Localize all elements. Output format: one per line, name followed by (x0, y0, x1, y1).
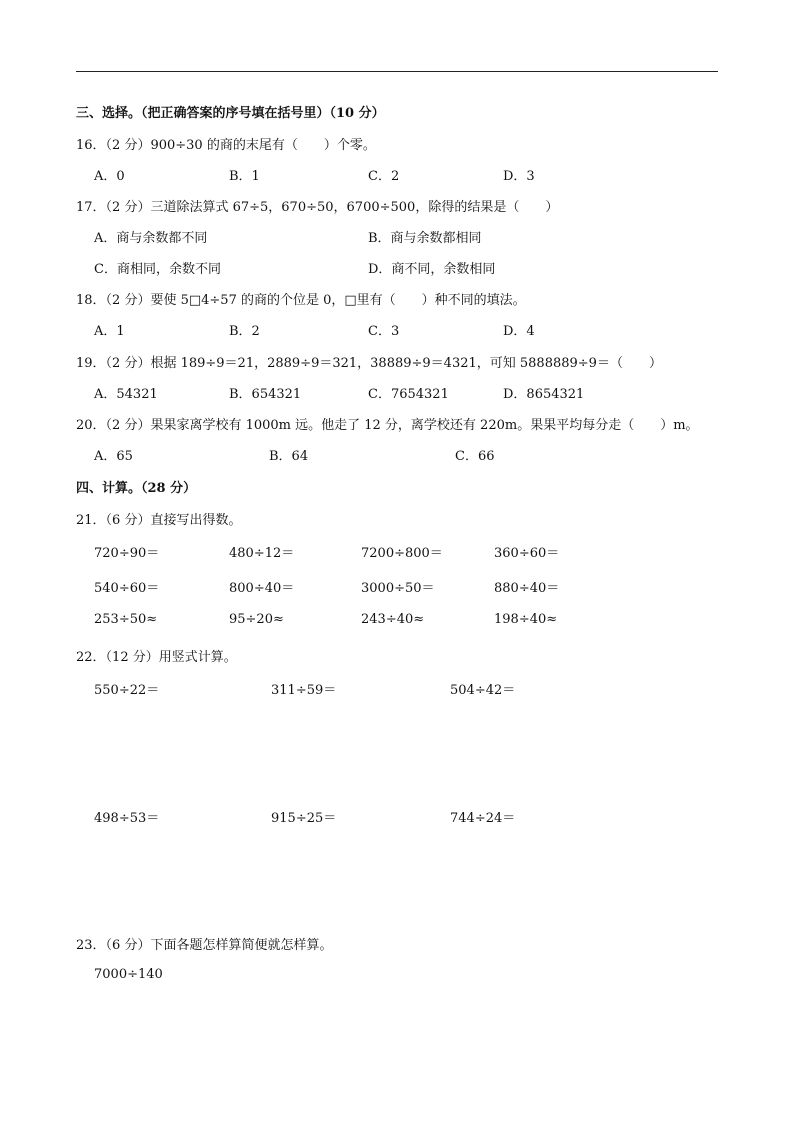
question-19-stem: 19．（2 分）根据 189÷9＝21，2889÷9＝321，38889÷9＝4321，可知 5888889÷9＝（ ） (76, 356, 662, 371)
section-3-title: 三、选择。（把正确答案的序号填在括号里）（10 分） (76, 106, 385, 121)
section-4-title: 四、计算。（28 分） (76, 481, 197, 496)
q21-expression: 253÷50≈ (94, 612, 158, 627)
q17-option-c: C．商相同，余数不同 (94, 262, 221, 277)
q20-option-c: C．66 (455, 449, 495, 464)
q22-expression: 504÷42＝ (450, 683, 516, 698)
q18-option-d: D．4 (503, 324, 535, 339)
question-18-stem: 18．（2 分）要使 5□4÷57 的商的个位是 0，□里有（ ）种不同的填法。 (76, 293, 526, 308)
q19-option-d: D．8654321 (503, 387, 585, 402)
q22-expression: 550÷22＝ (94, 683, 160, 698)
question-17-stem: 17．（2 分）三道除法算式 67÷5，670÷50，6700÷500，除得的结果是（ ） (76, 200, 559, 215)
q21-expression: 95÷20≈ (229, 612, 284, 627)
question-20-stem: 20．（2 分）果果家离学校有 1000m 远。他走了 12 分，离学校还有 220m。果果平均每分走（ ）m。 (76, 418, 699, 433)
q21-expression: 243÷40≈ (361, 612, 425, 627)
q21-expression: 360÷60＝ (494, 546, 560, 561)
q18-option-a: A．1 (94, 324, 125, 339)
q16-option-b: B．1 (229, 169, 260, 184)
q21-expression: 7200÷800＝ (361, 546, 443, 561)
q21-expression: 800÷40＝ (229, 581, 295, 596)
q21-expression: 720÷90＝ (94, 546, 160, 561)
q22-expression: 311÷59＝ (271, 683, 337, 698)
question-16-stem: 16．（2 分）900÷30 的商的末尾有（ ）个零。 (76, 138, 376, 153)
q22-expression: 744÷24＝ (450, 811, 516, 826)
question-21-stem: 21．（6 分）直接写出得数。 (76, 513, 242, 528)
q17-option-d: D．商不同，余数相同 (368, 262, 496, 277)
q21-expression: 540÷60＝ (94, 581, 160, 596)
q20-option-a: A．65 (94, 449, 133, 464)
question-22-stem: 22．（12 分）用竖式计算。 (76, 650, 237, 665)
q17-option-a: A．商与余数都不同 (94, 231, 208, 246)
question-23-stem: 23．（6 分）下面各题怎样算简便就怎样算。 (76, 938, 333, 953)
q21-expression: 880÷40＝ (494, 581, 560, 596)
q22-expression: 498÷53＝ (94, 811, 160, 826)
q21-expression: 3000÷50＝ (361, 581, 435, 596)
q22-expression: 915÷25＝ (271, 811, 337, 826)
q21-expression: 480÷12＝ (229, 546, 295, 561)
q16-option-a: A．0 (94, 169, 125, 184)
q19-option-c: C．7654321 (368, 387, 449, 402)
header-rule (76, 71, 718, 72)
q16-option-c: C．2 (368, 169, 400, 184)
q18-option-b: B．2 (229, 324, 260, 339)
q16-option-d: D．3 (503, 169, 535, 184)
q17-option-b: B．商与余数都相同 (368, 231, 482, 246)
q20-option-b: B．64 (269, 449, 309, 464)
q19-option-a: A．54321 (94, 387, 158, 402)
q23-expression: 7000÷140 (94, 967, 163, 982)
q18-option-c: C．3 (368, 324, 400, 339)
q19-option-b: B．654321 (229, 387, 302, 402)
q21-expression: 198÷40≈ (494, 612, 558, 627)
